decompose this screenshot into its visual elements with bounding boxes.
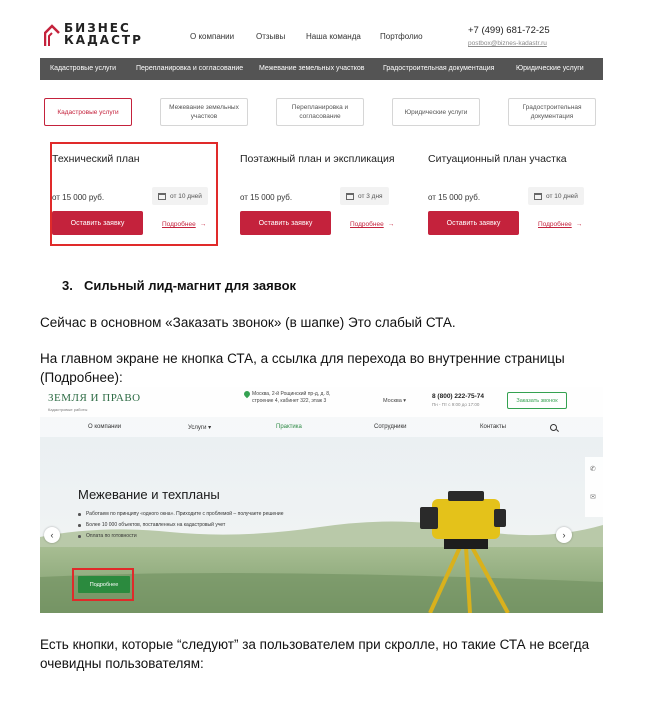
bar-item-legal[interactable]: Юридические услуги [516, 65, 584, 72]
logo-subtitle: Кадастровые работы [48, 407, 88, 412]
bar-item-cadastral[interactable]: Кадастровые услуги [50, 65, 116, 72]
header-email[interactable]: postbox@biznes-kadastr.ru [468, 40, 547, 47]
bar-item-replanning[interactable]: Перепланировка и согласование [136, 65, 244, 72]
card-duration: от 3 дня [340, 187, 389, 205]
city-select[interactable]: Москва ▾ [383, 398, 407, 404]
card-price: от 15 000 руб. [240, 193, 293, 202]
tab-replanning[interactable]: Перепланировка и согласование [276, 98, 364, 126]
card-title: Поэтажный план и экспликация [240, 153, 395, 165]
header-phone[interactable]: 8 (800) 222-75-74 [432, 393, 485, 400]
card-title: Ситуационный план участка [428, 153, 567, 165]
hero-benefits [78, 511, 288, 544]
paragraph-sticky-buttons: Есть кнопки, которые “следуют” за пользователем при скролле, но такие СТА не всегда очевидны пользователям: [40, 637, 590, 671]
card-price: от 15 000 руб. [428, 193, 481, 202]
arrow-right-icon: → [575, 221, 583, 228]
hero-more-button[interactable]: Подробнее [78, 576, 130, 593]
nav-about[interactable]: О компании [190, 32, 235, 41]
nav-team[interactable]: Наша команда [306, 32, 361, 41]
service-card [228, 142, 398, 250]
bar-item-land-survey[interactable]: Межевание земельных участков [259, 65, 365, 72]
nav-portfolio[interactable]: Портфолио [380, 32, 423, 41]
office-address: Москва, 2-й Рощинский пр-д, д. 8, строение 4, кабинет 322, этаж 3 [252, 391, 331, 404]
carousel-prev-icon[interactable]: ‹ [44, 527, 60, 543]
phone-icon[interactable]: ✆ [590, 466, 596, 473]
order-button[interactable]: Оставить заявку [428, 211, 519, 235]
nav-reviews[interactable]: Отзывы [256, 32, 286, 41]
house-logo-icon [44, 23, 60, 47]
site-logo[interactable]: ЗЕМЛЯ И ПРАВО [48, 392, 141, 404]
benefit-item: Оплата по готовности [78, 533, 288, 540]
working-hours: Пн - Пт с 9:00 до 17:00 [432, 402, 480, 407]
site-header [40, 18, 603, 56]
order-button[interactable]: Оставить заявку [52, 211, 143, 235]
benefit-item: Работаем по принципу «одного окна». Приходите с проблемой – получаете решение [78, 511, 288, 518]
tab-legal[interactable]: Юридические услуги [392, 98, 480, 126]
tab-land-survey[interactable]: Межевание земельных участков [160, 98, 248, 126]
calendar-icon [346, 193, 354, 200]
side-contact-panel [585, 457, 603, 517]
site-logo[interactable]: БИЗНЕС КАДАСТР [64, 21, 143, 47]
paragraph-weak-cta: Сейчас в основном «Заказать звонок» (в шапке) Это слабый СТА. [40, 315, 456, 330]
hero-title: Межевание и техпланы [78, 487, 220, 502]
card-duration: от 10 дней [528, 187, 584, 205]
service-card [416, 142, 586, 250]
tab-urban-docs[interactable]: Градостроительная документация [508, 98, 596, 126]
arrow-right-icon: → [387, 221, 395, 228]
card-duration: от 10 дней [152, 187, 208, 205]
more-link[interactable]: Подробнее → [350, 221, 395, 228]
section-heading: 3. Сильный лид-магнит для заявок [62, 278, 297, 293]
nav-contacts[interactable]: Контакты [480, 424, 506, 430]
search-icon[interactable] [550, 424, 557, 431]
carousel-next-icon[interactable]: › [556, 527, 572, 543]
mail-icon[interactable]: ✉ [590, 494, 596, 501]
nav-about[interactable]: О компании [88, 424, 122, 430]
card-title: Технический план [52, 153, 140, 165]
tab-cadastral[interactable]: Кадастровые услуги [44, 98, 132, 126]
card-price: от 15 000 руб. [52, 193, 105, 202]
calendar-icon [534, 193, 542, 200]
nav-practice[interactable]: Практика [276, 424, 302, 430]
header-phone[interactable]: +7 (499) 681-72-25 [468, 25, 550, 36]
paragraph-main-screen: На главном экране не кнопка СТА, а ссылка для перехода во внутренние страницы (Подробнее): [40, 351, 565, 385]
category-bar [40, 58, 603, 80]
bar-item-urban-docs[interactable]: Градостроительная документация [383, 65, 495, 72]
request-call-button[interactable]: Заказать звонок [507, 392, 567, 409]
more-link[interactable]: Подробнее → [162, 221, 207, 228]
more-link[interactable]: Подробнее → [538, 221, 583, 228]
order-button[interactable]: Оставить заявку [240, 211, 331, 235]
nav-staff[interactable]: Сотрудники [374, 424, 407, 430]
nav-services[interactable]: Услуги ▾ [188, 425, 212, 431]
main-nav [40, 417, 603, 437]
location-pin-icon [243, 390, 251, 398]
arrow-right-icon: → [199, 221, 207, 228]
site-topbar [40, 387, 603, 417]
benefit-item: Более 10 000 объектов, поставленных на кадастровый учет [78, 522, 288, 529]
highlight-box-more-button [72, 568, 134, 601]
highlight-box-card [50, 142, 218, 246]
